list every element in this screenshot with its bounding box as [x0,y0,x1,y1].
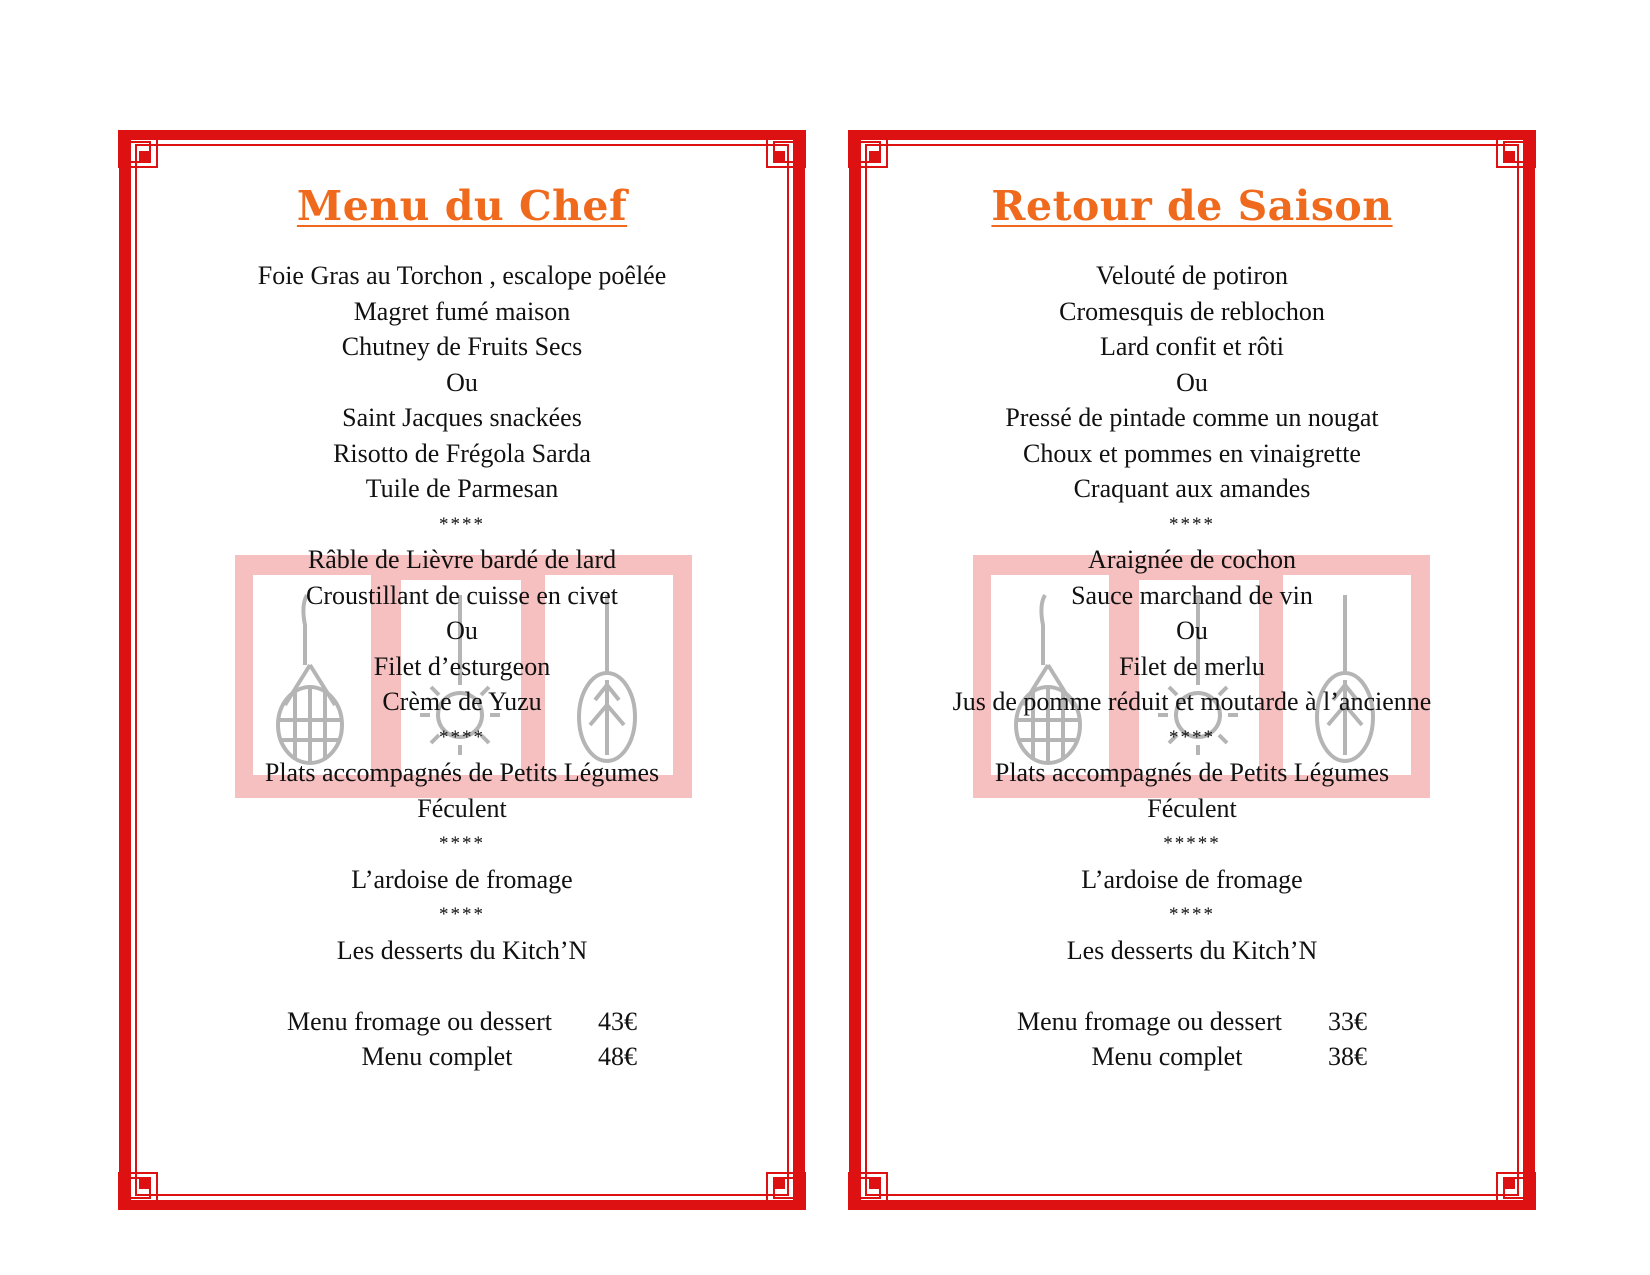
menu-item: Araignée de cochon [1088,545,1296,574]
course-separator: **** [439,904,485,925]
course-separator: **** [1169,513,1215,535]
menu-item: Féculent [1147,793,1237,823]
menu-item: Ou [446,616,478,645]
menu-item: Filet d’esturgeon [373,651,551,681]
course-separator: ***** [1163,833,1221,854]
price-row [848,1039,1536,1075]
course-separator: **** [439,833,485,854]
price-value: 33€ [1328,1006,1367,1036]
menu-item: Chutney de Fruits Secs [341,332,583,361]
price-row [118,1039,806,1075]
price-label: Menu complet [361,1042,513,1071]
price-label: Menu fromage ou dessert [1017,1006,1282,1036]
menu-item: Râble de Lièvre bardé de lard [307,545,617,574]
menu-item: Croustillant de cuisse en civet [306,580,618,610]
price-label: Menu fromage ou dessert [287,1006,552,1036]
menu-item: Les desserts du Kitch’N [336,935,588,965]
menu-item: L’ardoise de fromage [1081,864,1303,894]
menu-item: Pressé de pintade comme un nougat [1005,403,1379,432]
menu-item: Velouté de potiron [1095,261,1289,290]
course-separator: **** [1169,904,1215,925]
menu-item: Ou [446,367,478,397]
price-value: 48€ [598,1042,637,1071]
menu-item: Féculent [417,793,507,823]
price-row [848,1004,1536,1040]
menu-item: Sauce marchand de vin [1071,580,1313,610]
menu-prices [118,1004,806,1075]
menu-item: Jus de pomme réduit et moutarde à l’ancienne [952,687,1432,716]
menu-item: Foie Gras au Torchon , escalope poêlée [257,261,667,290]
course-separator: **** [1169,726,1215,748]
menu-item: Lard confit et rôti [1099,332,1285,361]
menu-title: Menu du Chef [296,182,628,230]
menu-item: Magret fumé maison [353,296,571,326]
price-row [118,1004,806,1040]
price-value: 38€ [1328,1042,1367,1071]
menu-item: Crème de Yuzu [382,687,542,716]
menu-items [118,258,806,968]
menu-item: Ou [1176,616,1208,645]
menu-item: Craquant aux amandes [1073,474,1311,503]
menu-items [848,258,1536,968]
menu-item: L’ardoise de fromage [351,864,573,894]
price-value: 43€ [598,1006,637,1036]
menu-item: Tuile de Parmesan [365,474,559,503]
menu-item: Filet de merlu [1119,651,1265,681]
price-label: Menu complet [1091,1042,1243,1071]
menu-item: Les desserts du Kitch’N [1066,935,1318,965]
menu-item: Ou [1176,367,1208,397]
menu-item: Saint Jacques snackées [342,403,582,432]
course-separator: **** [439,513,485,535]
menu-title: Retour de Saison [991,182,1393,230]
menu-item: Plats accompagnés de Petits Légumes [264,758,660,787]
menu-item: Risotto de Frégola Sarda [333,438,591,468]
menu-card-right [848,130,1536,1210]
menu-card-left [118,130,806,1210]
menu-prices [848,1004,1536,1075]
menu-item: Plats accompagnés de Petits Légumes [994,758,1390,787]
menu-item: Choux et pommes en vinaigrette [1023,438,1361,468]
menu-item: Cromesquis de reblochon [1059,296,1325,326]
course-separator: **** [439,726,485,748]
